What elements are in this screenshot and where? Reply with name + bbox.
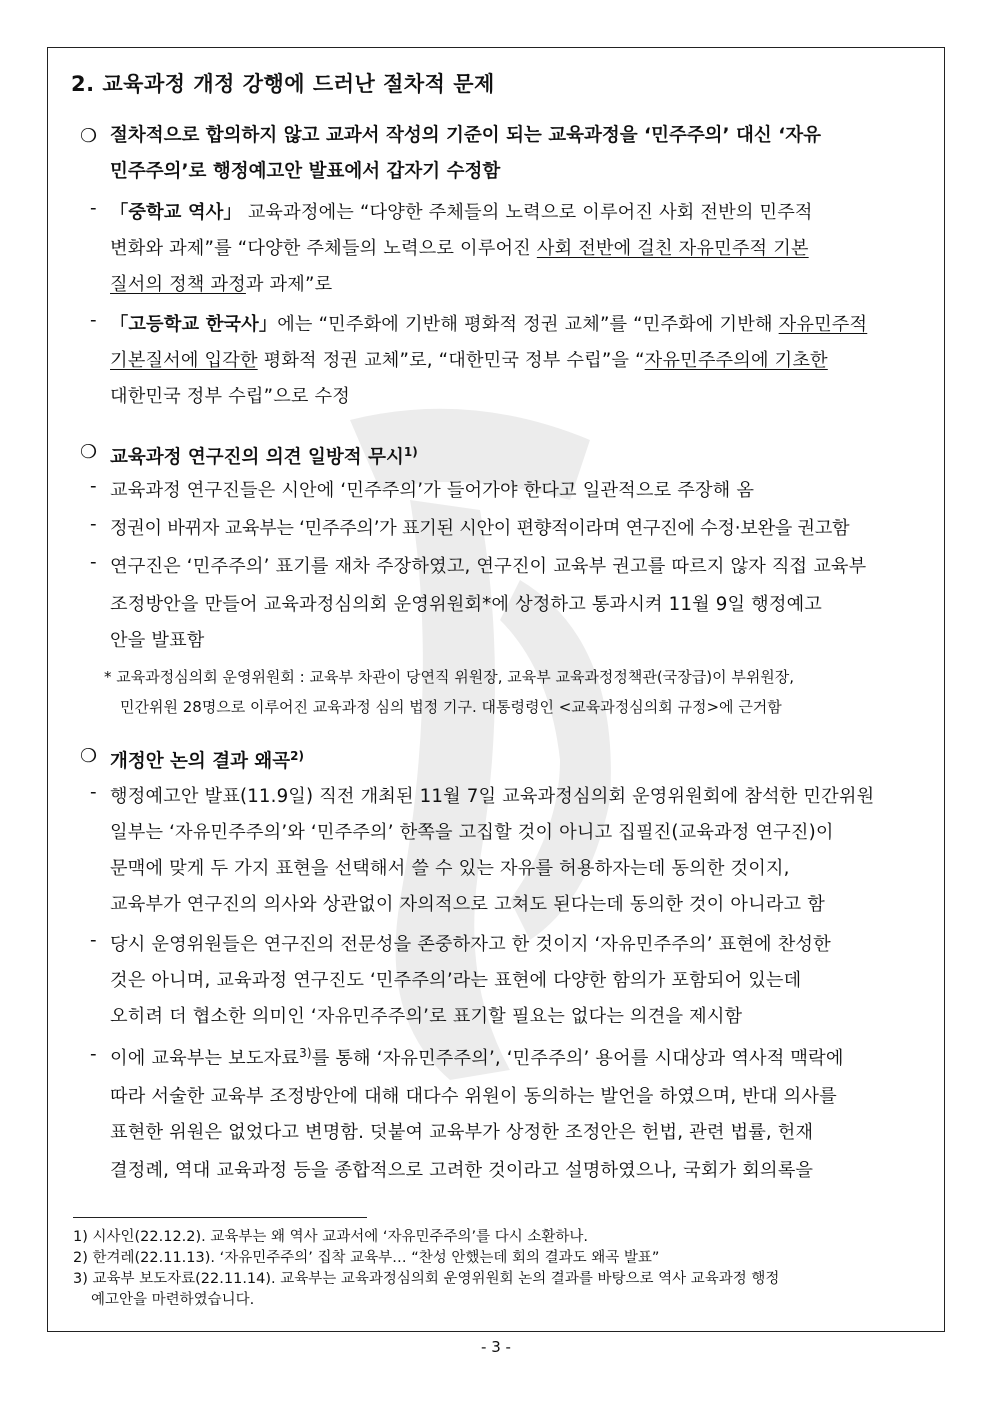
dash-marker: - [90, 310, 97, 331]
text: 교육과정에는 “다양한 주체들의 노력으로 이루어진 사회 전반의 민주적 [241, 202, 813, 223]
bullet-circle-icon: ❍ [80, 441, 98, 463]
dash-marker: - [90, 198, 97, 219]
bullet-line [110, 432, 926, 478]
dash-marker: - [90, 930, 97, 951]
list-item [110, 198, 813, 224]
list-item-cont: 일부는 ‘자유민주주의’와 ‘민주주의’ 한쪽을 고집할 것이 아니고 집필진(교육과정 연구진)이 [110, 822, 834, 843]
list-item-cont: 표현한 위원은 없었다고 변명함. 덧붙여 교육부가 상정한 조정안은 헌법, 관련 법률, 헌재 [110, 1122, 814, 1143]
underlined-text: 기본질서에 입각한 [110, 350, 258, 371]
bullet-line [110, 736, 926, 782]
footnote-ref: 3) [299, 1045, 312, 1060]
list-item-cont: 결정례, 역대 교육과정 등을 종합적으로 고려한 것이라고 설명하였으나, 국회가 회의록을 [110, 1160, 814, 1181]
text-bold: 「중학교 역사」 [110, 202, 242, 223]
dash-marker: - [90, 1044, 97, 1065]
bullet-circle-icon: ❍ [80, 745, 98, 767]
list-item-cont: 따라 서술한 교육부 조정방안에 대해 대다수 위원이 동의하는 발언을 하였으며, 반대 의사를 [110, 1086, 837, 1107]
list-item-cont: 안을 발표함 [110, 630, 205, 651]
list-item-cont: 교육부가 연구진의 의사와 상관없이 자의적으로 고쳐도 된다는데 동의한 것이 아니라고 함 [110, 894, 825, 915]
footnote: 3) 교육부 보도자료(22.11.14). 교육부는 교육과정심의회 운영위원회 논의 결과를 바탕으로 역사 교육과정 행정 [73, 1271, 780, 1287]
footnote: 1) 시사인(22.12.2). 교육부는 왜 역사 교과서에 ‘자유민주주의’를 다시 소환하나. [73, 1229, 589, 1245]
text: 변화와 과제”를 “다양한 주체들의 노력으로 이루어진 [110, 238, 537, 259]
list-item [110, 310, 867, 336]
footnote: 2) 한겨레(22.11.13). ‘자유민주주의’ 집착 교육부… “찬성 안했는데 회의 결과도 왜곡 발표” [73, 1250, 660, 1266]
list-item-cont [110, 234, 809, 260]
list-item-cont: 문맥에 맞게 두 가지 표현을 선택해서 쓸 수 있는 자유를 허용하자는데 동의한 것이지, [110, 858, 790, 879]
section-heading: 2. 교육과정 개정 강행에 드러난 절차적 문제 [71, 72, 495, 96]
underlined-text: 자유민주적 [778, 314, 868, 335]
text: 평화적 정권 교체”로, “대한민국 정부 수립”을 “ [257, 350, 645, 371]
underlined-text: 자유민주주의에 기초한 [644, 350, 828, 371]
note-line: * 교육과정심의회 운영위원회 : 교육부 차관이 당연직 위원장, 교육부 교육과정정책관(국장급)이 부위원장, [104, 668, 795, 686]
list-item-cont [110, 270, 332, 296]
list-item-cont: 오히려 더 협소한 의미인 ‘자유민주주의’로 표기할 필요는 없다는 의견을 제시함 [110, 1006, 743, 1027]
underlined-text: 질서의 정책 과정 [110, 274, 246, 295]
text: 과 과제”로 [245, 274, 333, 295]
list-item: 정권이 바뀌자 교육부는 ‘민주주의’가 표기된 시안이 편향적이라며 연구진에 수정·보완을 권고함 [110, 518, 850, 539]
bullet-title: 개정안 논의 결과 왜곡 [110, 751, 291, 773]
page-number: - 3 - [481, 1338, 511, 1356]
list-item-cont: 조정방안을 만들어 교육과정심의회 운영위원회*에 상정하고 통과시켜 11월 9일 행정예고 [110, 594, 823, 615]
underlined-text: 사회 전반에 걸친 자유민주적 기본 [536, 238, 809, 259]
text: 에는 “민주화에 기반해 평화적 정권 교체”를 “민주화에 기반해 [277, 314, 779, 335]
dash-marker: - [90, 514, 97, 535]
note-line: 민간위원 28명으로 이루어진 교육과정 심의 법정 기구. 대통령령인 <교육과정심의회 규정>에 근거함 [120, 698, 782, 716]
footnote-divider [73, 1217, 367, 1218]
bullet-circle-icon: ❍ [80, 125, 98, 147]
bullet-line: 절차적으로 합의하지 않고 교과서 작성의 기준이 되는 교육과정을 ‘민주주의’ 대신 ‘자유 [110, 125, 821, 146]
list-item: 당시 운영위원들은 연구진의 전문성을 존중하자고 한 것이지 ‘자유민주주의’ 표현에 찬성한 [110, 934, 831, 955]
list-item-cont: 대한민국 정부 수립”으로 수정 [110, 386, 350, 407]
list-item-cont: 것은 아니며, 교육과정 연구진도 ‘민주주의’라는 표현에 다양한 함의가 포함되어 있는데 [110, 970, 802, 991]
footnote-ref: 1) [403, 445, 418, 459]
dash-marker: - [90, 476, 97, 497]
list-item-cont [110, 346, 828, 372]
bullet-line: 민주주의’로 행정예고안 발표에서 갑자기 수정함 [110, 161, 501, 182]
list-item: 행정예고안 발표(11.9일) 직전 개최된 11월 7일 교육과정심의회 운영위원회에 참석한 민간위원 [110, 786, 875, 807]
bullet-title: 교육과정 연구진의 의견 일방적 무시 [110, 447, 404, 469]
text-bold: 「고등학교 한국사」 [110, 314, 278, 335]
dash-marker: - [90, 782, 97, 803]
text: 를 통해 ‘자유민주주의’, ‘민주주의’ 용어를 시대상과 역사적 맥락에 [311, 1048, 844, 1069]
list-item [110, 1044, 844, 1070]
text: 이에 교육부는 보도자료 [110, 1048, 300, 1069]
list-item: 교육과정 연구진들은 시안에 ‘민주주의’가 들어가야 한다고 일관적으로 주장해 옴 [110, 480, 755, 501]
dash-marker: - [90, 552, 97, 573]
list-item: 연구진은 ‘민주주의’ 표기를 재차 주장하였고, 연구진이 교육부 권고를 따르지 않자 직접 교육부 [110, 556, 867, 577]
footnote: 예고안을 마련하였습니다. [91, 1292, 255, 1308]
footnote-ref: 2) [290, 749, 305, 763]
